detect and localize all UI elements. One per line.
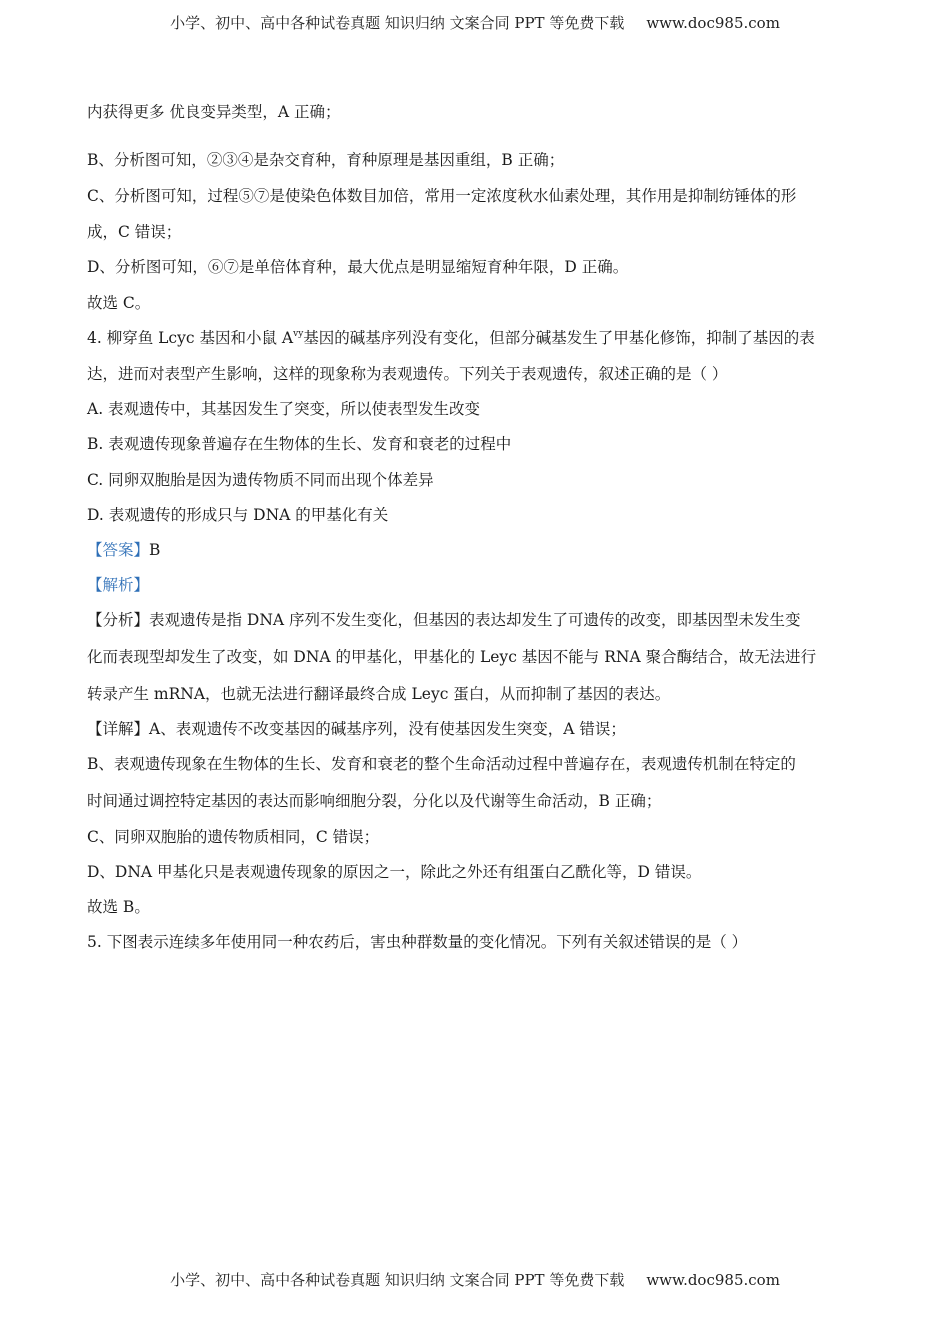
q4-option-a: A. 表观遗传中，其基因发生了突变，所以使表型发生改变: [87, 400, 481, 418]
analysis-tag: 【解析】: [87, 576, 150, 594]
prev-analysis-c-2: 成，C 错误；: [87, 223, 182, 241]
q4-stem-1-b: 基因的碱基序列没有变化，但部分碱基发生了甲基化修饰，抑制了基因的表: [303, 329, 815, 347]
prev-line-1: 内获得更多 优良变异类型，A 正确；: [87, 103, 341, 121]
q4-fenxi-2: 化而表现型却发生了改变，如 DNA 的甲基化，甲基化的 Leyc 基因不能与 RNA 聚合酶结合，故无法进行: [87, 648, 817, 666]
q4-stem-1: [87, 327, 815, 349]
prev-analysis-d: D、分析图可知，⑥⑦是单倍体育种，最大优点是明显缩短育种年限，D 正确。: [87, 258, 629, 276]
q4-option-c: C. 同卵双胞胎是因为遗传物质不同而出现个体差异: [87, 471, 434, 489]
prev-analysis-b: B、分析图可知，②③④是杂交育种，育种原理是基因重组，B 正确；: [87, 151, 565, 169]
q4-choice: 故选 B。: [87, 898, 150, 916]
answer-value: B: [149, 541, 161, 559]
q4-xiangjie-d: D、DNA 甲基化只是表观遗传现象的原因之一，除此之外还有组蛋白乙酰化等，D 错误。: [87, 863, 702, 881]
header-url[interactable]: www.doc985.com: [646, 14, 780, 32]
q4-answer: [87, 539, 160, 561]
page-footer: [0, 1269, 950, 1290]
header-text: 小学、初中、高中各种试卷真题 知识归纳 文案合同 PPT 等免费下载: [170, 14, 625, 32]
footer-text: 小学、初中、高中各种试卷真题 知识归纳 文案合同 PPT 等免费下载: [170, 1271, 625, 1289]
q4-option-d: D. 表观遗传的形成只与 DNA 的甲基化有关: [87, 506, 389, 524]
q5-stem: 5. 下图表示连续多年使用同一种农药后，害虫种群数量的变化情况。下列有关叙述错误的是（ ）: [87, 933, 748, 951]
q4-stem-1-sup: vy: [293, 329, 304, 339]
q4-stem-1-a: 4. 柳穿鱼 Lcyc 基因和小鼠 A: [87, 329, 294, 347]
prev-choice: 故选 C。: [87, 294, 151, 312]
page-header: [0, 12, 950, 33]
q4-fenxi-3: 转录产生 mRNA，也就无法进行翻译最终合成 Leyc 蛋白，从而抑制了基因的表达。: [87, 685, 671, 703]
q4-xiangjie-b-1: B、表观遗传现象在生物体的生长、发育和衰老的整个生命活动过程中普遍存在，表观遗传机制在特定的: [87, 755, 796, 773]
q4-xiangjie-a: 【详解】A、表观遗传不改变基因的碱基序列，没有使基因发生突变，A 错误；: [87, 720, 626, 738]
q4-fenxi-1: 【分析】表观遗传是指 DNA 序列不发生变化，但基因的表达却发生了可遗传的改变，即基因型未发生变: [87, 611, 801, 629]
q4-xiangjie-b-2: 时间通过调控特定基因的表达而影响细胞分裂，分化以及代谢等生命活动，B 正确；: [87, 792, 662, 810]
prev-analysis-c-1: C、分析图可知，过程⑤⑦是使染色体数目加倍，常用一定浓度秋水仙素处理，其作用是抑制纺锤体的形: [87, 187, 797, 205]
q4-xiangjie-c: C、同卵双胞胎的遗传物质相同，C 错误；: [87, 828, 380, 846]
q4-stem-2: 达，进而对表型产生影响，这样的现象称为表观遗传。下列关于表观遗传，叙述正确的是（ ）: [87, 365, 728, 383]
answer-tag: 【答案】: [87, 541, 150, 559]
footer-url[interactable]: www.doc985.com: [646, 1271, 780, 1289]
q4-option-b: B. 表观遗传现象普遍存在生物体的生长、发育和衰老的过程中: [87, 435, 512, 453]
